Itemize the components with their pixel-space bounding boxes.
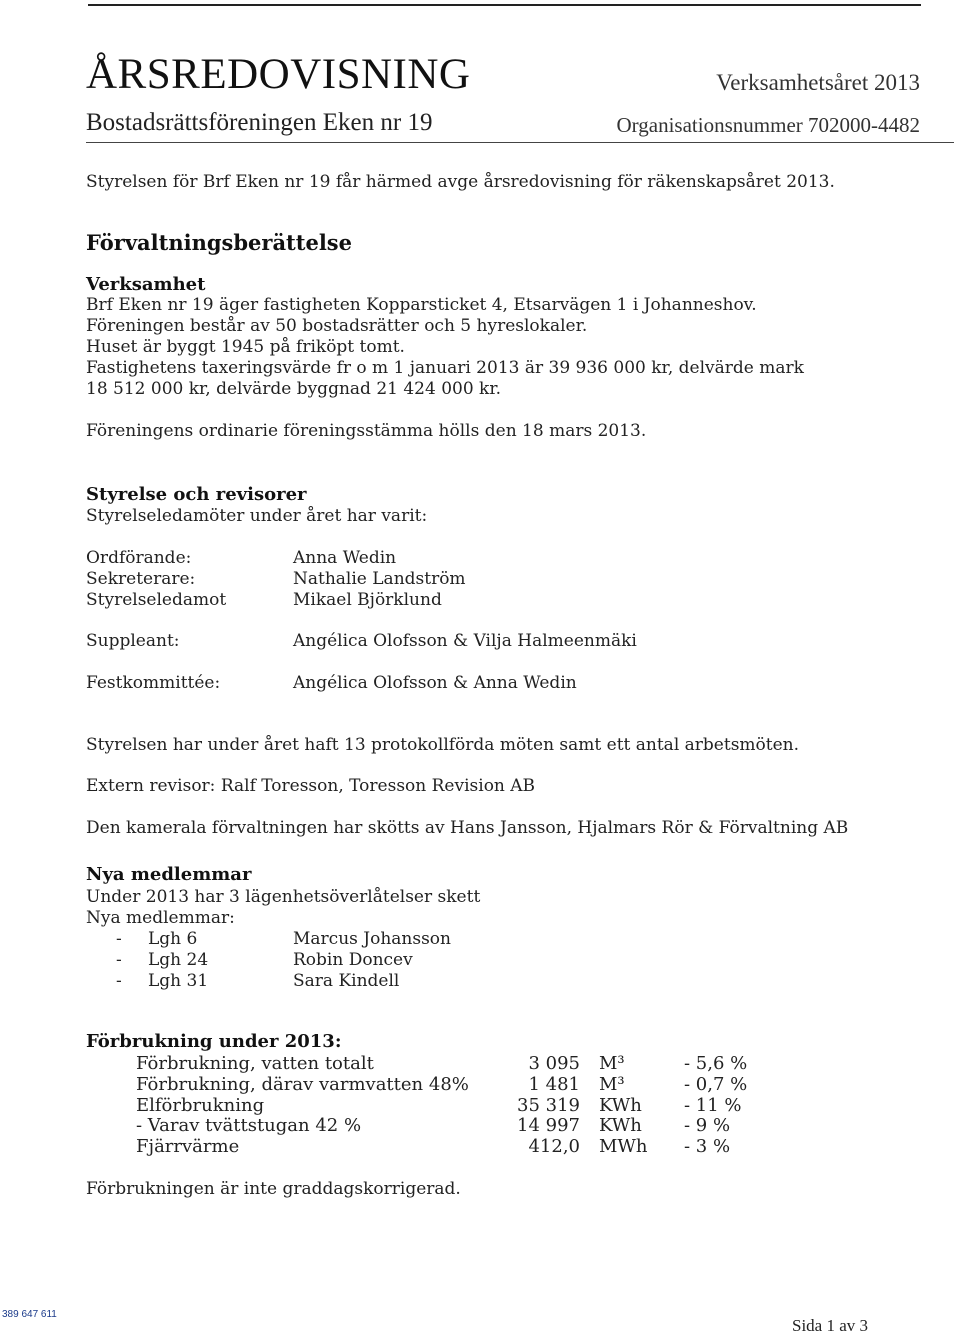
header-rule — [86, 142, 954, 143]
consumption-change: - 0,7 % — [684, 1074, 748, 1095]
document-title: ÅRSREDOVISNING — [86, 51, 471, 98]
activity-heading: Verksamhet — [86, 274, 206, 295]
new-members-label: Nya medlemmar: — [86, 908, 235, 928]
new-member-name: Robin Doncev — [293, 950, 413, 970]
board-role: Ordförande: — [86, 548, 192, 568]
meeting-text: Föreningens ordinarie föreningsstämma hölls den 18 mars 2013. — [86, 421, 647, 441]
intro-text: Styrelsen för Brf Eken nr 19 får härmed avge årsredovisning för räkenskapsåret 2013. — [86, 172, 835, 192]
board-role: Styrelseledamot — [86, 590, 227, 610]
association-name: Bostadsrättsföreningen Eken nr 19 — [86, 109, 433, 136]
document-number: 389 647 611 — [2, 1309, 57, 1320]
new-members-summary: Under 2013 har 3 lägenhetsöverlåtelser skett — [86, 887, 481, 907]
page-number: Sida 1 av 3 — [792, 1316, 869, 1335]
consumption-label: Förbrukning, därav varmvatten 48% — [136, 1074, 469, 1095]
board-intro: Styrelseledamöter under året har varit: — [86, 506, 428, 526]
board-member-name: Anna Wedin — [293, 548, 397, 568]
activity-line: Brf Eken nr 19 äger fastigheten Kopparsticket 4, Etsarvägen 1 i Johanneshov. — [86, 295, 757, 315]
consumption-value: 412,0 — [528, 1136, 580, 1157]
board-role: Sekreterare: — [86, 569, 196, 589]
board-heading: Styrelse och revisorer — [86, 484, 307, 505]
board-member-name: Mikael Björklund — [293, 590, 442, 610]
consumption-change: - 3 % — [684, 1136, 731, 1157]
consumption-unit: M³ — [599, 1074, 625, 1095]
new-members-heading: Nya medlemmar — [86, 864, 252, 885]
consumption-change: - 9 % — [684, 1115, 731, 1136]
consumption-unit: KWh — [599, 1115, 642, 1136]
apartment-number: Lgh 6 — [148, 929, 198, 949]
consumption-unit: M³ — [599, 1053, 625, 1074]
fiscal-year: Verksamhetsåret 2013 — [716, 70, 920, 95]
board-member-name: Angélica Olofsson & Vilja Halmeenmäki — [293, 631, 637, 651]
organization-number: Organisationsnummer 702000-4482 — [616, 113, 920, 137]
consumption-change: - 5,6 % — [684, 1053, 748, 1074]
board-meetings-note: Styrelsen har under året haft 13 protokollförda möten samt ett antal arbetsmöten. — [86, 735, 800, 755]
consumption-value: 14 997 — [517, 1115, 580, 1136]
consumption-value: 3 095 — [528, 1053, 580, 1074]
new-member-name: Marcus Johansson — [293, 929, 451, 949]
activity-line: 18 512 000 kr, delvärde byggnad 21 424 000 kr. — [86, 379, 502, 399]
board-role: Festkommittée: — [86, 673, 221, 693]
board-role: Suppleant: — [86, 631, 180, 651]
activity-line: Föreningen består av 50 bostadsrätter och 5 hyreslokaler. — [86, 316, 588, 336]
management-report-heading: Förvaltningsberättelse — [86, 230, 352, 255]
consumption-unit: MWh — [599, 1136, 648, 1157]
top-rule — [88, 4, 921, 6]
board-member-name: Angélica Olofsson & Anna Wedin — [293, 673, 577, 693]
activity-line: Fastighetens taxeringsvärde fr o m 1 januari 2013 är 39 936 000 kr, delvärde mark — [86, 358, 804, 378]
apartment-number: Lgh 24 — [148, 950, 209, 970]
consumption-note: Förbrukningen är inte graddagskorrigerad. — [86, 1179, 461, 1199]
consumption-heading: Förbrukning under 2013: — [86, 1031, 342, 1052]
list-dash: - — [116, 929, 122, 949]
list-dash: - — [116, 950, 122, 970]
consumption-label: Fjärrvärme — [136, 1136, 240, 1157]
list-dash: - — [116, 971, 122, 991]
accounting-text: Den kamerala förvaltningen har skötts av Hans Jansson, Hjalmars Rör & Förvaltning AB — [86, 818, 849, 838]
consumption-label: Förbrukning, vatten totalt — [136, 1053, 374, 1074]
consumption-value: 35 319 — [517, 1095, 580, 1116]
apartment-number: Lgh 31 — [148, 971, 209, 991]
consumption-label: - Varav tvättstugan 42 % — [136, 1115, 362, 1136]
consumption-label: Elförbrukning — [136, 1095, 265, 1116]
activity-line: Huset är byggt 1945 på friköpt tomt. — [86, 337, 405, 357]
board-member-name: Nathalie Landström — [293, 569, 466, 589]
consumption-change: - 11 % — [684, 1095, 742, 1116]
auditor-text: Extern revisor: Ralf Toresson, Toresson Revision AB — [86, 776, 536, 796]
consumption-value: 1 481 — [528, 1074, 580, 1095]
new-member-name: Sara Kindell — [293, 971, 400, 991]
consumption-unit: KWh — [599, 1095, 642, 1116]
